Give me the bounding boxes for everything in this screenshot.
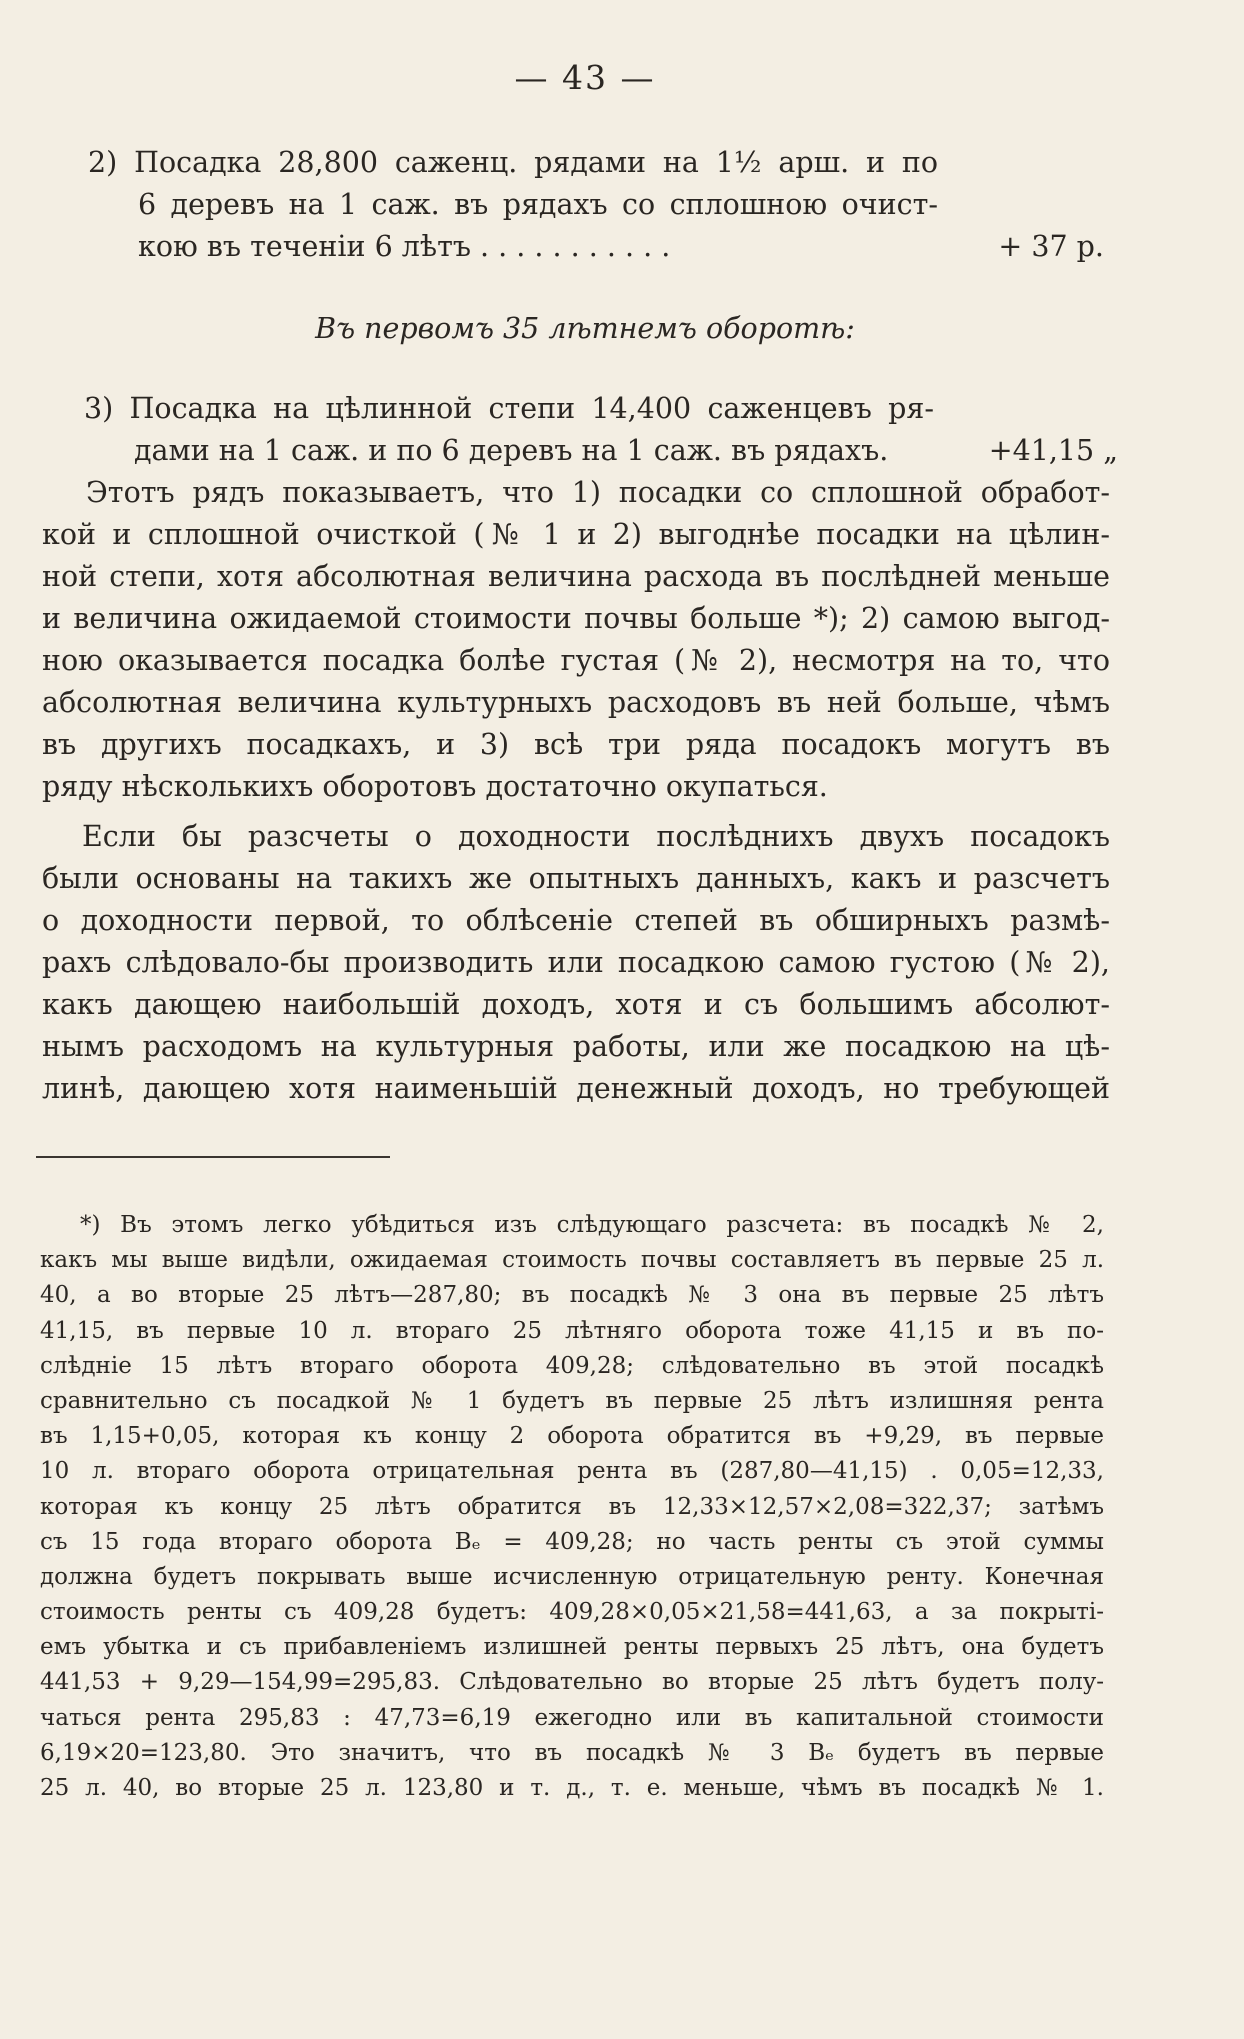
footnote-line: чаться рента 295,83 : 47,73=6,19 ежегодно или въ капитальной стоимости <box>40 1704 1104 1731</box>
footnote-line: 41,15, въ первые 10 л. втораго 25 лѣтняго оборота тоже 41,15 и въ по- <box>40 1317 1104 1344</box>
footnote-separator <box>36 1156 390 1158</box>
footnote-line: съ 15 года втораго оборота Bₑ = 409,28; но часть ренты съ этой суммы <box>40 1528 1104 1555</box>
paragraph-line: ряду нѣсколькихъ оборотовъ достаточно окупаться. <box>42 770 828 803</box>
paragraph-line: Если бы разсчеты о доходности послѣднихъ двухъ посадокъ <box>82 820 1110 853</box>
footnote-line: *) Въ этомъ легко убѣдиться изъ слѣдующаго разсчета: въ посадкѣ № 2, <box>80 1212 1104 1238</box>
item-2-line: 6 деревъ на 1 саж. въ рядахъ со сплошною очист- <box>138 188 938 221</box>
paragraph-line: абсолютная величина культурныхъ расходовъ въ ней больше, чѣмъ <box>42 686 1110 719</box>
item-3 <box>84 388 1118 472</box>
paragraph-line: ною оказывается посадка болѣе густая (№ 2), несмотря на то, что <box>42 644 1110 677</box>
paragraph-2 <box>42 816 1110 1110</box>
paragraph-line: какъ дающею наибольшій доходъ, хотя и съ большимъ абсолют- <box>42 988 1110 1021</box>
item-2-last-line <box>138 226 1104 268</box>
paragraph-1 <box>42 472 1110 808</box>
section-heading: Въ первомъ 35 лѣтнемъ оборотѣ: <box>315 312 855 345</box>
footnote-line: 40, а во вторые 25 лѣтъ—287,80; въ посадкѣ № 3 она въ первые 25 лѣтъ <box>40 1282 1104 1309</box>
footnote-line: слѣдніе 15 лѣтъ втораго оборота 409,28; слѣдовательно въ этой посадкѣ <box>40 1352 1104 1379</box>
item-2-value: + 37 р. <box>998 230 1104 263</box>
footnote-line: 25 л. 40, во вторые 25 л. 123,80 и т. д., т. е. меньше, чѣмъ въ посадкѣ № 1. <box>40 1775 1104 1801</box>
footnote-line: должна будетъ покрывать выше исчисленную отрицательную ренту. Конечная <box>40 1563 1104 1590</box>
footnote-line: 10 л. втораго оборота отрицательная рента въ (287,80—41,15) . 0,05=12,33, <box>40 1458 1104 1485</box>
footnote-line: въ 1,15+0,05, которая къ концу 2 оборота обратится въ +9,29, въ первые <box>40 1423 1104 1450</box>
footnote-line: сравнительно съ посадкой № 1 будетъ въ первые 25 лѣтъ излишняя рента <box>40 1387 1104 1414</box>
paragraph-line: и величина ожидаемой стоимости почвы больше *); 2) самою выгод- <box>42 602 1110 635</box>
item-3-value: +41,15 „ <box>988 434 1118 467</box>
footnote-line: емъ убытка и съ прибавленіемъ излишней ренты первыхъ 25 лѣтъ, она будетъ <box>40 1634 1104 1661</box>
footnote <box>40 1208 1104 1806</box>
paragraph-line: Этотъ рядъ показываетъ, что 1) посадки со сплошной обработ- <box>86 476 1110 509</box>
footnote-line: стоимость ренты съ 409,28 будетъ: 409,28×0,05×21,58=441,63, а за покрыті- <box>40 1599 1104 1626</box>
item-3-last-line <box>134 430 1118 472</box>
paragraph-line: линѣ, дающею хотя наименьшій денежный доходъ, но требующей <box>42 1072 1110 1105</box>
footnote-line: какъ мы выше видѣли, ожидаемая стоимость почвы составляетъ въ первые 25 л. <box>40 1247 1104 1274</box>
paragraph-line: ной степи, хотя абсолютная величина расхода въ послѣдней меньше <box>42 560 1110 593</box>
paragraph-line: нымъ расходомъ на культурныя работы, или же посадкою на цѣ- <box>42 1030 1110 1063</box>
item-3-last-text: дами на 1 саж. и по 6 деревъ на 1 саж. въ рядахъ. <box>134 434 889 467</box>
paragraph-line: рахъ слѣдовало-бы производить или посадкою самою густою (№ 2), <box>42 946 1110 979</box>
footnote-line: 441,53 + 9,29—154,99=295,83. Слѣдовательно во вторые 25 лѣтъ будетъ полу- <box>40 1669 1104 1696</box>
item-2 <box>88 142 1104 268</box>
item-2-line: 2) Посадка 28,800 саженц. рядами на 1½ арш. и по <box>88 146 938 179</box>
footnote-line: которая къ концу 25 лѣтъ обратится въ 12,33×12,57×2,08=322,37; затѣмъ <box>40 1493 1104 1520</box>
paragraph-line: въ другихъ посадкахъ, и 3) всѣ три ряда посадокъ могутъ въ <box>42 728 1110 761</box>
item-3-line: 3) Посадка на цѣлинной степи 14,400 саженцевъ ря- <box>84 392 934 425</box>
paragraph-line: кой и сплошной очисткой (№ 1 и 2) выгоднѣе посадки на цѣлин- <box>42 518 1110 551</box>
item-2-last-text: кою въ теченіи 6 лѣтъ . . . . . . . . . . . <box>138 230 671 263</box>
footnote-line: 6,19×20=123,80. Это значитъ, что въ посадкѣ № 3 Bₑ будетъ въ первые <box>40 1739 1104 1766</box>
paragraph-line: о доходности первой, то облѣсеніе степей въ обширныхъ размѣ- <box>42 904 1110 937</box>
page-number: — 43 — <box>514 58 656 97</box>
paragraph-line: были основаны на такихъ же опытныхъ данныхъ, какъ и разсчетъ <box>42 862 1110 895</box>
